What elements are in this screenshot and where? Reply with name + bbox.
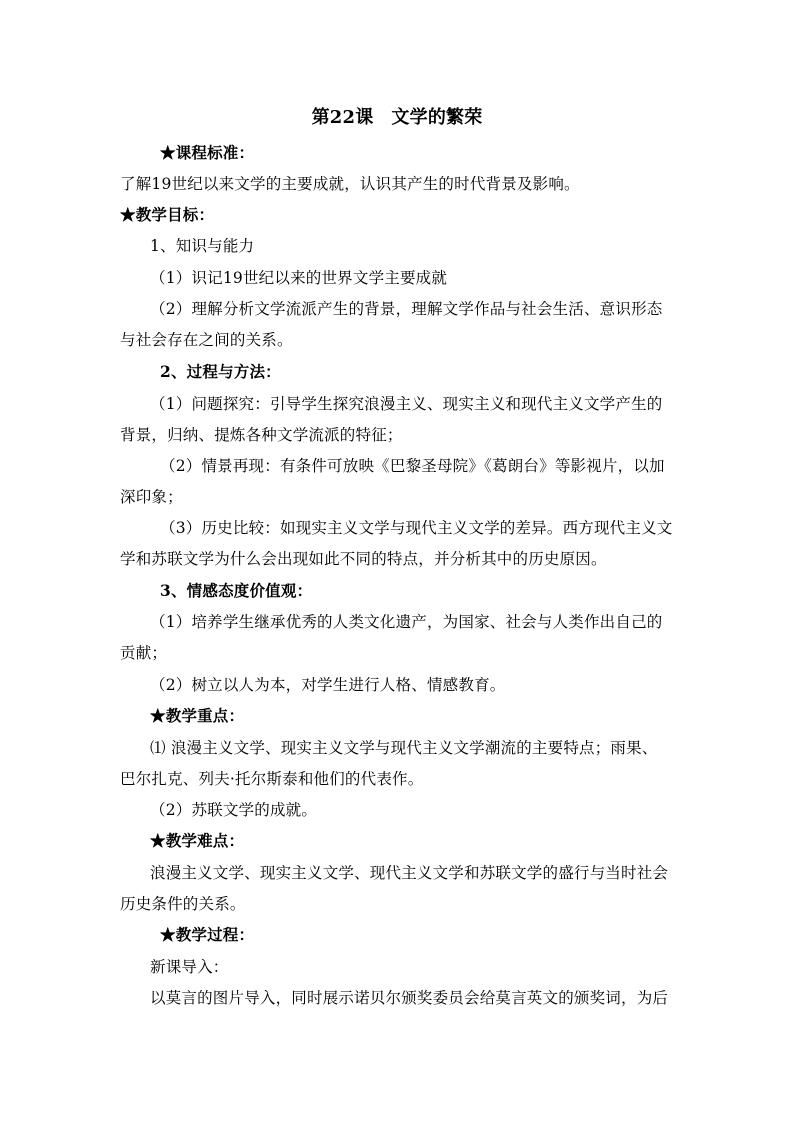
goal-process-1-line2: 背景，归纳、提炼各种文学流派的特征； — [120, 426, 403, 444]
title-name: 文学的繁荣 — [391, 107, 483, 128]
key-point-1-line2: 巴尔扎克、列夫·托尔斯泰和他们的代表作。 — [120, 770, 424, 788]
goal-attitude-2: （2）树立以人为本，对学生进行人格、情感教育。 — [150, 676, 506, 694]
heading-key-points: ★教学重点： — [150, 706, 245, 725]
goal-process-1-line1: （1）问题探究：引导学生探究浪漫主义、现实主义和现代主义文学产生的 — [150, 395, 663, 413]
goal-process-2-line2: 深印象； — [120, 488, 183, 506]
heading-teaching-goals: ★教学目标： — [120, 205, 215, 224]
goal-process-3-line2: 学和苏联文学为什么会出现如此不同的特点，并分析其中的历史原因。 — [120, 550, 607, 568]
heading-difficulties: ★教学难点： — [150, 831, 245, 850]
goal-process-2-line1: （2）情景再现：有条件可放映《巴黎圣母院》《葛朗台》等影视片，以加 — [160, 457, 665, 475]
goal-knowledge: 1、知识与能力 — [150, 237, 255, 255]
paragraph-curriculum-standard: 了解19世纪以来文学的主要成就，认识其产生的时代背景及影响。 — [120, 175, 580, 193]
goal-attitude-1-line1: （1）培养学生继承优秀的人类文化遗产，为国家、社会与人类作出自己的 — [150, 613, 663, 631]
difficulty-line1: 浪漫主义文学、现实主义文学、现代主义文学和苏联文学的盛行与当时社会 — [150, 864, 669, 882]
goal-attitude-heading: 3、情感态度价值观： — [160, 581, 313, 600]
key-point-2: （2）苏联文学的成就。 — [150, 801, 318, 819]
page-title — [0, 106, 794, 130]
goal-process-heading: 2、过程与方法： — [160, 362, 281, 381]
goal-knowledge-2-line1: （2）理解分析文学流派产生的背景，理解文学作品与社会生活、意识形态 — [150, 300, 663, 318]
goal-process-3-line1: （3）历史比较：如现实主义文学与现代主义文学的差异。西方现代主义文 — [160, 519, 673, 537]
title-lesson: 第22课 — [311, 107, 374, 128]
intro-text: 以莫言的图片导入，同时展示诺贝尔颁奖委员会给莫言英文的颁奖词，为后 — [150, 989, 669, 1007]
heading-curriculum-standard: ★课程标准： — [160, 143, 255, 162]
key-point-1-line1: ⑴ 浪漫主义文学、现实主义文学与现代主义文学潮流的主要特点；雨果、 — [150, 739, 658, 757]
heading-teaching-process: ★教学过程： — [160, 925, 255, 944]
goal-knowledge-2-line2: 与社会存在之间的关系。 — [120, 331, 293, 349]
goal-attitude-1-line2: 贡献； — [120, 644, 168, 662]
intro-label: 新课导入： — [150, 958, 229, 976]
difficulty-line2: 历史条件的关系。 — [120, 895, 246, 913]
goal-knowledge-1: （1）识记19世纪以来的世界文学主要成就 — [150, 269, 448, 287]
